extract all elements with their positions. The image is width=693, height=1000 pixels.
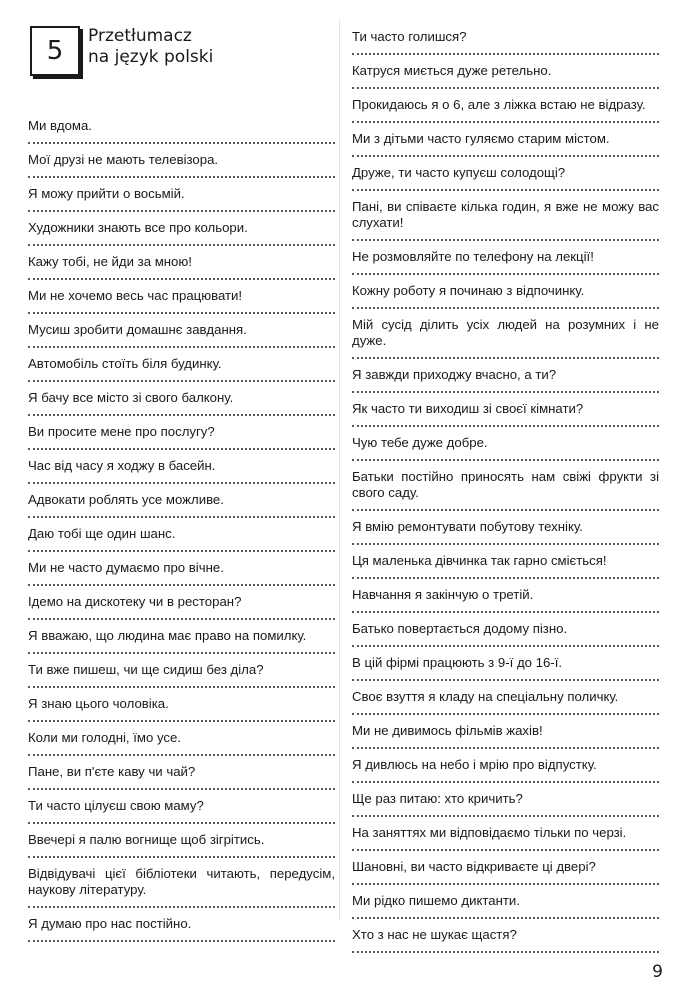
sentence-text: Даю тобі ще один шанс. [28,526,176,541]
sentence-text: Ти вже пишеш, чи ще сидиш без діла? [28,662,264,677]
left-sentence-column [28,118,335,942]
sentence-item [352,283,659,309]
answer-line[interactable] [28,448,335,450]
answer-line[interactable] [352,951,659,953]
answer-line[interactable] [352,747,659,749]
sentence-item [352,97,659,123]
sentence-text: Я бачу все місто зі свого балкону. [28,390,234,405]
sentence-text: Ще раз питаю: хто кричить? [352,791,523,806]
sentence-text: На заняттях ми відповідаємо тільки по черзі. [352,825,627,840]
sentence-item [352,131,659,157]
sentence-text: Мій сусід ділить усіх людей на розумних і не дуже. [352,317,659,348]
sentence-text: Час від часу я ходжу в басейн. [28,458,216,473]
answer-line[interactable] [28,142,335,144]
sentence-item [28,832,335,858]
answer-line[interactable] [28,940,335,942]
sentence-item [352,553,659,579]
sentence-item [352,199,659,241]
answer-line[interactable] [28,278,335,280]
answer-line[interactable] [28,210,335,212]
sentence-text: Мої друзі не мають телевізора. [28,152,219,167]
answer-line[interactable] [28,346,335,348]
sentence-text: Пане, ви п'єте каву чи чай? [28,764,196,779]
sentence-text: В цій фірмі працюють з 9-ї до 16-ї. [352,655,563,670]
exercise-instruction [88,26,213,68]
answer-line[interactable] [352,509,659,511]
sentence-item [352,621,659,647]
answer-line[interactable] [28,754,335,756]
answer-line[interactable] [28,176,335,178]
right-sentence-column [352,29,659,953]
sentence-item [352,587,659,613]
answer-line[interactable] [28,686,335,688]
sentence-item [28,492,335,518]
answer-line[interactable] [352,611,659,613]
sentence-text: Ми рідко пишемо диктанти. [352,893,520,908]
sentence-item [352,791,659,817]
sentence-item [352,249,659,275]
sentence-text: Навчання я закінчую о третій. [352,587,534,602]
answer-line[interactable] [352,849,659,851]
sentence-item [352,825,659,851]
exercise-number-box: 5 [30,26,80,76]
sentence-item [28,526,335,552]
sentence-item [28,696,335,722]
sentence-item [352,401,659,427]
page-number: 9 [652,962,663,982]
sentence-text: Ми вдома. [28,118,92,133]
sentence-item [28,152,335,178]
answer-line[interactable] [28,652,335,654]
sentence-text: Ввечері я палю вогнище щоб зігрітись. [28,832,265,847]
sentence-text: Ми не дивимось фільмів жахів! [352,723,543,738]
answer-line[interactable] [352,645,659,647]
sentence-item [28,254,335,280]
sentence-text: Я завжди приходжу вчасно, а ти? [352,367,557,382]
sentence-item [28,424,335,450]
sentence-item [352,469,659,511]
answer-line[interactable] [28,380,335,382]
column-divider [339,20,340,920]
answer-line[interactable] [352,815,659,817]
sentence-item [352,519,659,545]
sentence-item [28,220,335,246]
sentence-item [352,757,659,783]
sentence-item [28,186,335,212]
sentence-text: Ідемо на дискотеку чи в ресторан? [28,594,242,609]
sentence-item [28,662,335,688]
instruction-line-1: Przetłumacz [88,26,192,46]
sentence-item [352,317,659,359]
sentence-item [28,288,335,314]
sentence-text: Кажу тобі, не йди за мною! [28,254,192,269]
sentence-item [28,730,335,756]
sentence-item [352,655,659,681]
sentence-item [28,628,335,654]
answer-line[interactable] [28,312,335,314]
answer-line[interactable] [352,155,659,157]
sentence-item [28,594,335,620]
sentence-text: Ми не часто думаємо про вічне. [28,560,224,575]
answer-line[interactable] [352,883,659,885]
answer-line[interactable] [28,482,335,484]
answer-line[interactable] [352,357,659,359]
sentence-item [28,798,335,824]
answer-line[interactable] [352,459,659,461]
answer-line[interactable] [28,244,335,246]
sentence-item [352,689,659,715]
sentence-item [28,118,335,144]
answer-line[interactable] [28,720,335,722]
sentence-item [352,927,659,953]
sentence-text: Не розмовляйте по телефону на лекції! [352,249,594,264]
answer-line[interactable] [28,414,335,416]
sentence-text: Як часто ти виходиш зі своєї кімнати? [352,401,584,416]
sentence-item [352,165,659,191]
answer-line[interactable] [352,577,659,579]
answer-line[interactable] [28,822,335,824]
sentence-text: Пані, ви співаєте кілька годин, я вже не можу вас слухати! [352,199,659,230]
sentence-item [28,458,335,484]
sentence-item [352,63,659,89]
sentence-text: Хто з нас не шукає щастя? [352,927,517,942]
answer-line[interactable] [28,788,335,790]
answer-line[interactable] [28,618,335,620]
answer-line[interactable] [352,273,659,275]
sentence-item [28,390,335,416]
sentence-text: Ти часто голишся? [352,29,467,44]
sentence-item [352,893,659,919]
sentence-text: Мусиш зробити домашнє завдання. [28,322,247,337]
answer-line[interactable] [352,781,659,783]
sentence-text: Батько повертається додому пізно. [352,621,568,636]
sentence-text: Шановні, ви часто відкриваєте ці двері? [352,859,596,874]
sentence-text: Я знаю цього чоловіка. [28,696,169,711]
sentence-item [352,435,659,461]
sentence-text: Я можу прийти о восьмій. [28,186,185,201]
answer-line[interactable] [352,307,659,309]
sentence-item [352,367,659,393]
answer-line[interactable] [352,239,659,241]
sentence-item [28,916,335,942]
sentence-text: Своє взуття я кладу на спеціальну поличку. [352,689,619,704]
answer-line[interactable] [352,543,659,545]
instruction-line-2: na język polski [88,47,214,67]
sentence-text: Я вмію ремонтувати побутову техніку. [352,519,583,534]
sentence-item [28,764,335,790]
sentence-item [352,29,659,55]
sentence-item [28,322,335,348]
sentence-text: Прокидаюсь я о 6, але з ліжка встаю не відразу. [352,97,646,112]
sentence-text: Автомобіль стоїть біля будинку. [28,356,222,371]
sentence-text: Відвідувачі цієї бібліотеки читають, передусім, наукову літературу. [28,866,335,897]
sentence-text: Ви просите мене про послугу? [28,424,215,439]
sentence-item [28,356,335,382]
answer-line[interactable] [352,87,659,89]
sentence-item [352,859,659,885]
answer-line[interactable] [352,713,659,715]
sentence-item [352,723,659,749]
answer-line[interactable] [352,917,659,919]
sentence-text: Друже, ти часто купуєш солодощі? [352,165,566,180]
sentence-text: Кожну роботу я починаю з відпочинку. [352,283,585,298]
answer-line[interactable] [28,906,335,908]
sentence-text: Батьки постійно приносять нам свіжі фрукти зі свого саду. [352,469,659,500]
sentence-text: Я вважаю, що людина має право на помилку. [28,628,307,643]
sentence-item [28,560,335,586]
sentence-text: Художники знають все про кольори. [28,220,248,235]
sentence-text: Чую тебе дуже добре. [352,435,488,450]
answer-line[interactable] [28,550,335,552]
sentence-text: Ти часто цілуєш свою маму? [28,798,204,813]
answer-line[interactable] [28,584,335,586]
sentence-text: Ми не хочемо весь час працювати! [28,288,243,303]
answer-line[interactable] [352,391,659,393]
sentence-text: Ця маленька дівчинка так гарно сміється! [352,553,607,568]
answer-line[interactable] [352,189,659,191]
answer-line[interactable] [28,516,335,518]
answer-line[interactable] [352,53,659,55]
sentence-text: Ми з дітьми часто гуляємо старим містом. [352,131,610,146]
answer-line[interactable] [28,856,335,858]
answer-line[interactable] [352,121,659,123]
sentence-text: Катруся миється дуже ретельно. [352,63,552,78]
sentence-text: Адвокати роблять усе можливе. [28,492,224,507]
answer-line[interactable] [352,679,659,681]
sentence-text: Я дивлюсь на небо і мрію про відпустку. [352,757,597,772]
sentence-item [28,866,335,908]
sentence-text: Коли ми голодні, їмо усе. [28,730,182,745]
exercise-header [30,26,330,86]
sentence-text: Я думаю про нас постійно. [28,916,192,931]
answer-line[interactable] [352,425,659,427]
